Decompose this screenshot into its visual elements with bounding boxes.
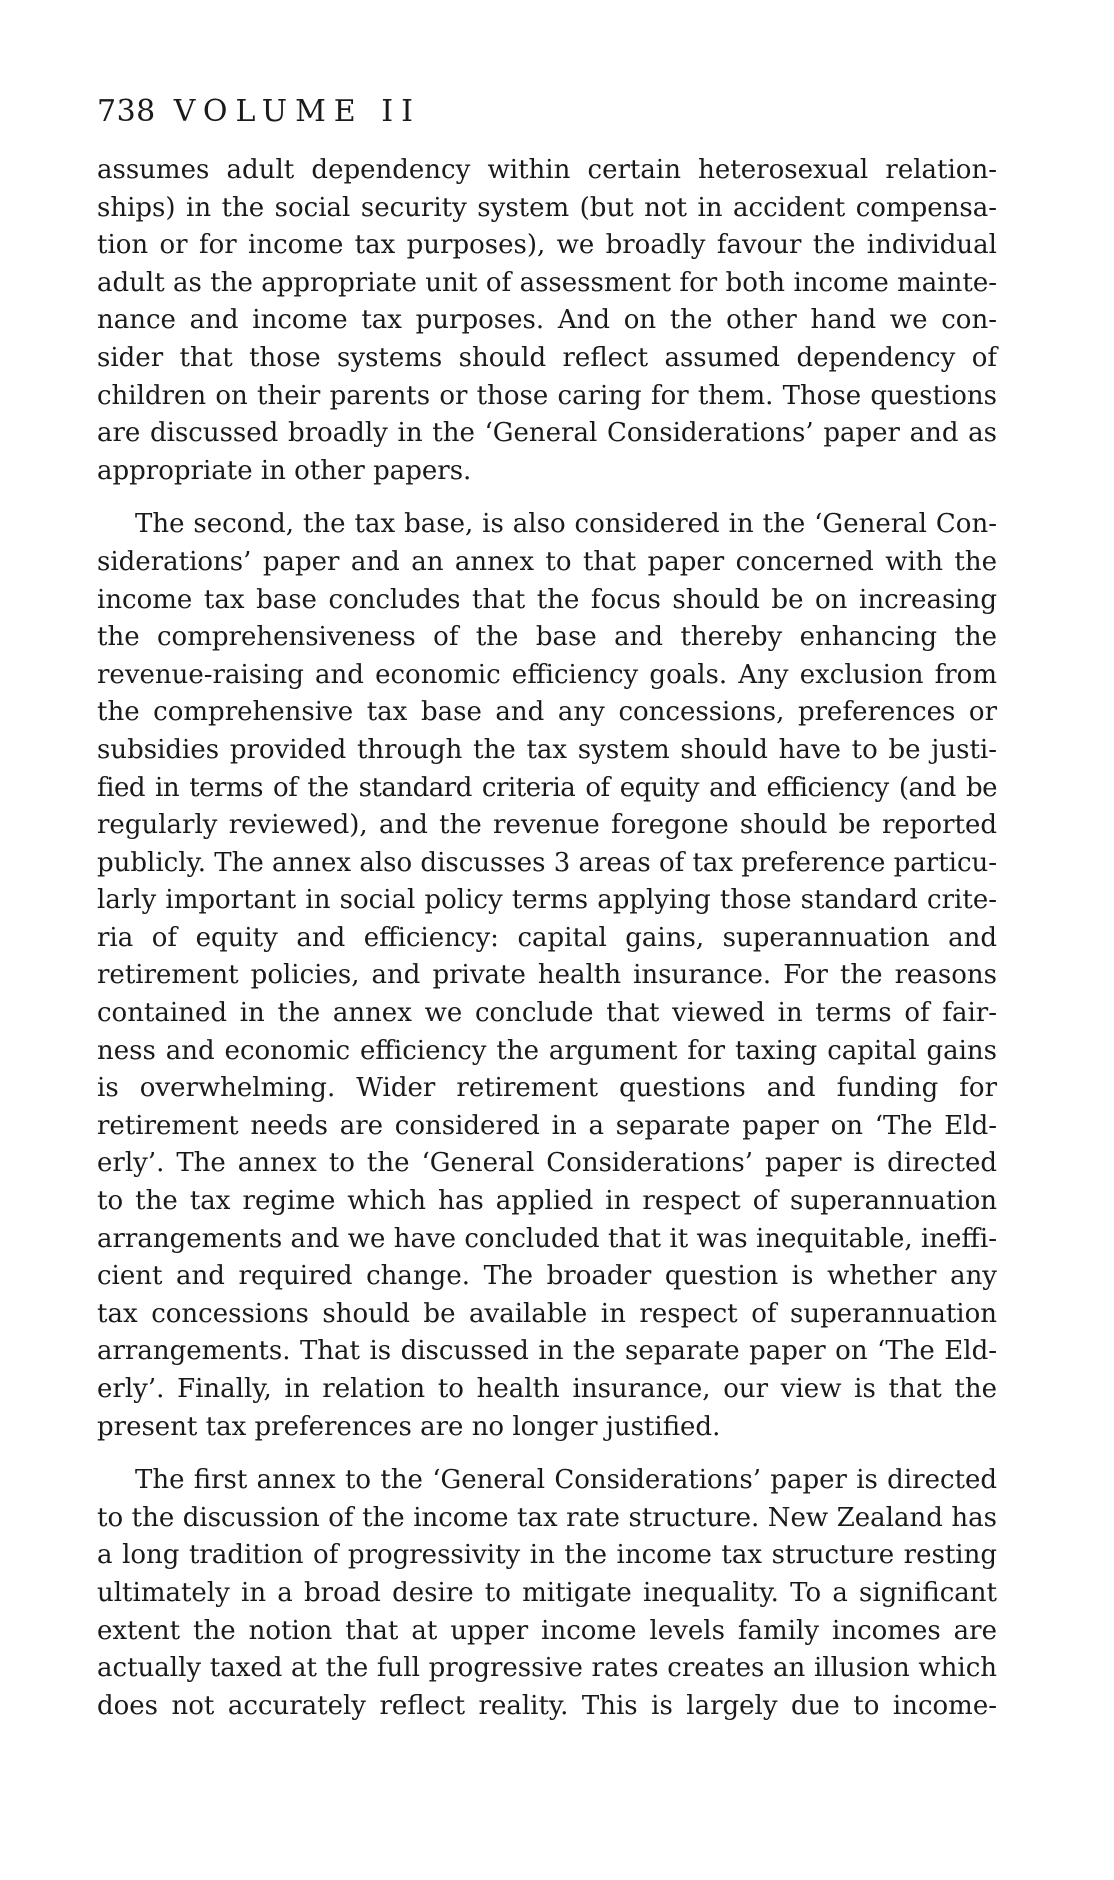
text-line: contained in the annex we conclude that viewed in terms of fair-	[97, 998, 997, 1029]
text-line: arrangements. That is discussed in the separate paper on ‘The Eld-	[97, 1336, 997, 1367]
text-line: a long tradition of progressivity in the income tax structure resting	[97, 1540, 997, 1571]
text-line: siderations’ paper and an annex to that paper concerned with the	[97, 546, 997, 577]
text-line: fied in terms of the standard criteria of equity and efficiency (and be	[97, 772, 997, 803]
text-line: nance and income tax purposes. And on the other hand we con-	[97, 305, 997, 336]
text-line: cient and required change. The broader question is whether any	[97, 1261, 997, 1292]
text-line: retirement policies, and private health insurance. For the reasons	[97, 960, 997, 991]
text-line: erly’. The annex to the ‘General Considerations’ paper is directed	[97, 1148, 997, 1179]
text-line: is overwhelming. Wider retirement questions and funding for	[97, 1073, 997, 1104]
paragraph-1	[97, 152, 997, 490]
text-line: retirement needs are considered in a separate paper on ‘The Eld-	[97, 1110, 997, 1141]
text-line: are discussed broadly in the ‘General Considerations’ paper and as	[97, 418, 997, 449]
volume-label: VOLUME II	[173, 94, 421, 129]
text-line: the comprehensiveness of the base and thereby enhancing the	[97, 622, 997, 653]
text-line: ships) in the social security system (but not in accident compensa-	[97, 192, 997, 223]
text-line: revenue-raising and economic efficiency goals. Any exclusion from	[97, 659, 997, 690]
text-line: ria of equity and efficiency: capital gains, superannuation and	[97, 922, 997, 953]
text-line: adult as the appropriate unit of assessment for both income mainte-	[97, 267, 997, 298]
text-line: tax concessions should be available in respect of superannuation	[97, 1298, 997, 1329]
text-line: assumes adult dependency within certain heterosexual relation-	[97, 155, 997, 185]
page-number: 738	[97, 94, 156, 129]
book-page	[97, 94, 997, 1725]
text-line: erly’. Finally, in relation to health insurance, our view is that the	[97, 1374, 997, 1404]
text-line: extent the notion that at upper income levels family incomes are	[97, 1615, 997, 1646]
text-line: tion or for income tax purposes), we broadly favour the individual	[97, 230, 997, 261]
text-line: regularly reviewed), and the revenue foregone should be reported	[97, 810, 997, 841]
text-line: ultimately in a broad desire to mitigate inequality. To a significant	[97, 1577, 997, 1608]
text-line: income tax base concludes that the focus should be on increasing	[97, 584, 997, 615]
text-line: arrangements and we have concluded that it was inequitable, ineffi-	[97, 1223, 997, 1254]
text-line: sider that those systems should reflect assumed dependency of	[97, 342, 997, 373]
text-line: subsidies provided through the tax system should have to be justi-	[97, 734, 997, 765]
text-line: actually taxed at the full progressive rates creates an illusion which	[97, 1653, 997, 1684]
text-line: to the discussion of the income tax rate structure. New Zealand has	[97, 1502, 997, 1533]
paragraph-2	[97, 506, 997, 1446]
text-line: larly important in social policy terms applying those standard crite-	[97, 885, 997, 916]
text-line: The first annex to the ‘General Considerations’ paper is directed	[135, 1465, 997, 1496]
text-line: publicly. The annex also discusses 3 areas of tax preference particu-	[97, 847, 998, 878]
text-line: the comprehensive tax base and any concessions, preferences or	[97, 697, 997, 728]
text-line: appropriate in other papers.	[97, 455, 472, 486]
paragraph-3	[97, 1462, 997, 1725]
running-head	[97, 94, 997, 130]
text-line: present tax preferences are no longer justified.	[97, 1411, 721, 1442]
text-line: does not accurately reflect reality. This is largely due to income-	[97, 1690, 997, 1721]
text-line: to the tax regime which has applied in respect of superannuation	[97, 1186, 997, 1217]
text-line: The second, the tax base, is also considered in the ‘General Con-	[135, 509, 997, 540]
text-line: ness and economic efficiency the argument for taxing capital gains	[97, 1035, 997, 1066]
text-line: children on their parents or those caring for them. Those questions	[97, 380, 997, 411]
